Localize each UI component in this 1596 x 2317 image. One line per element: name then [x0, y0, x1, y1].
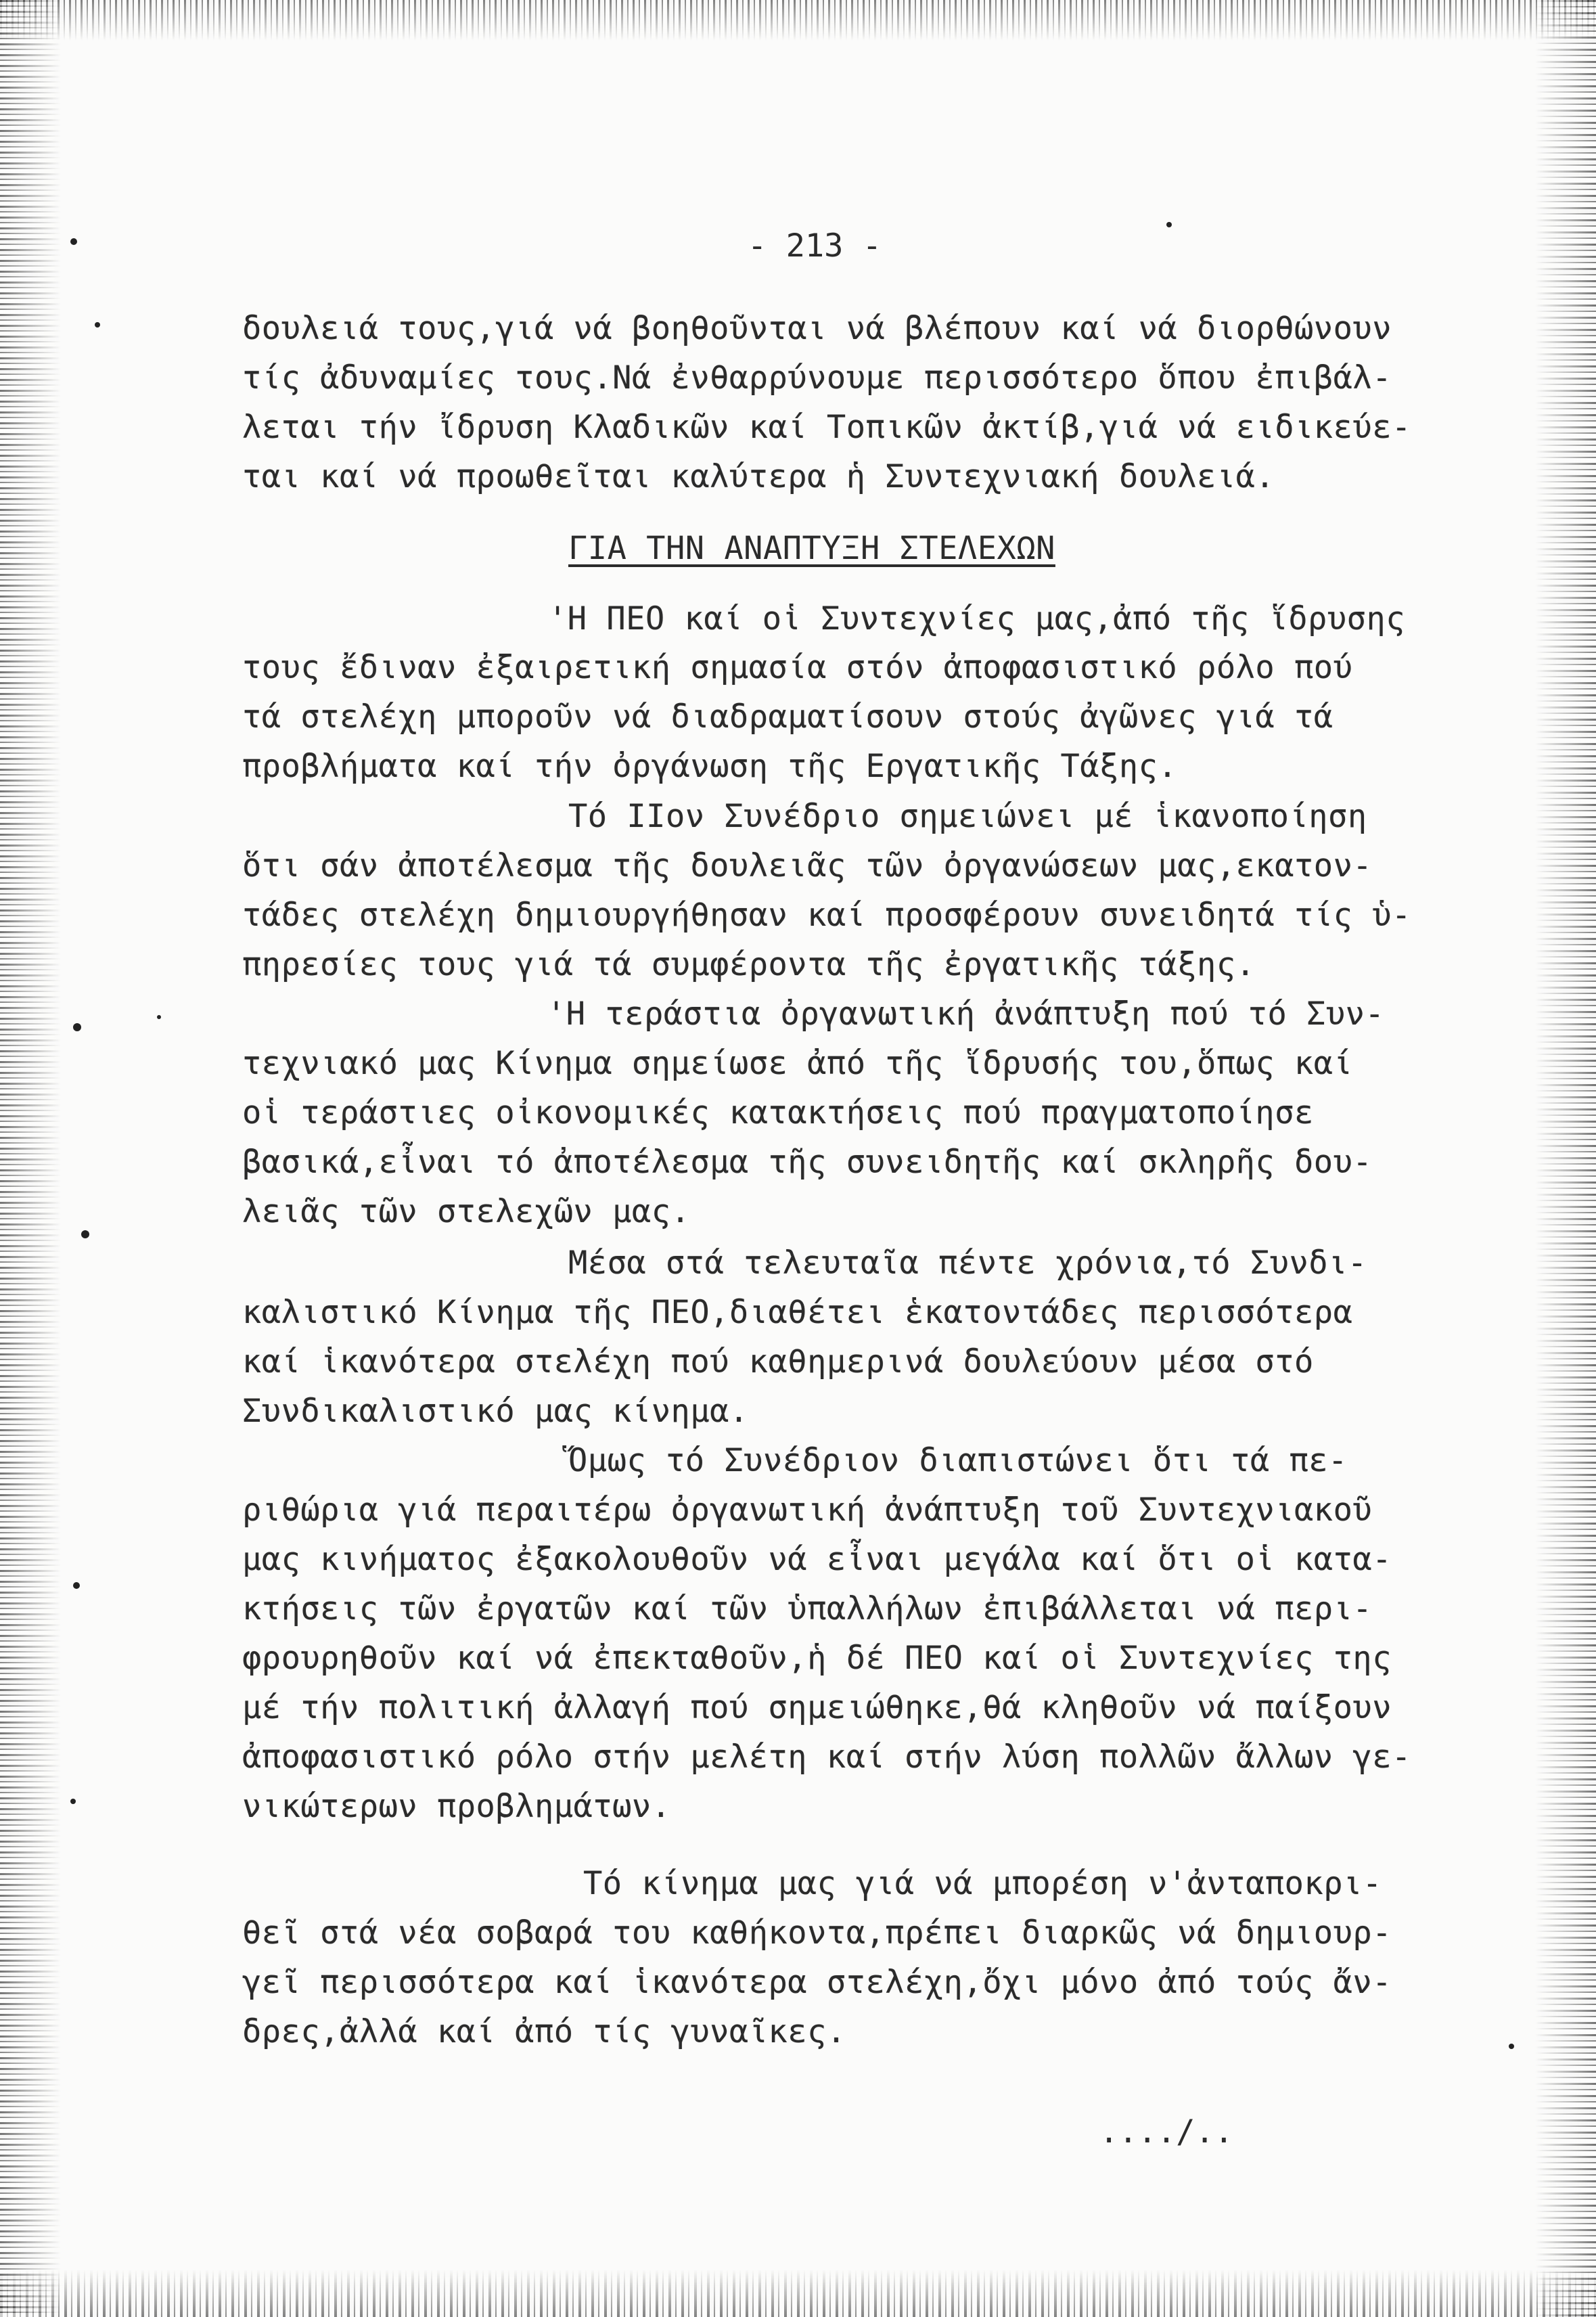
text-line: λειᾶς τῶν στελεχῶν μας.	[242, 1193, 691, 1230]
page-number: - 213 -	[748, 227, 882, 265]
text-line: τεχνιακό μας Κίνημα σημείωσε ἀπό τῆς ἵδρυσής του,ὅπως καί	[242, 1045, 1353, 1082]
scan-edge-left	[0, 0, 61, 2317]
scan-speck	[157, 1015, 161, 1019]
text-line: ὅτι σάν ἀποτέλεσμα τῆς δουλειᾶς τῶν ὀργανώσεων μας,εκατον-	[242, 847, 1373, 884]
text-line: βασικά,εἶναι τό ἀποτέλεσμα τῆς συνειδητῆς καί σκληρῆς δου-	[242, 1144, 1373, 1181]
text-line: τίς ἀδυναμίες τους.Νά ἐνθαρρύνουμε περισσότερο ὅπου ἐπιβάλ-	[242, 359, 1392, 397]
text-line: 'Η ΠΕΟ καί οἱ Συντεχνίες μας,ἀπό τῆς ἵδρυσης	[548, 600, 1406, 637]
text-line: τους ἔδιναν ἐξαιρετική σημασία στόν ἀποφασιστικό ρόλο πού	[242, 649, 1353, 686]
text-line: Συνδικαλιστικό μας κίνημα.	[242, 1393, 749, 1430]
section-heading: ΓΙΑ ΤΗΝ ΑΝΑΠΤΥΞΗ ΣΤΕΛΕΧΩΝ	[568, 530, 1055, 567]
continuation-mark: ..../..	[1099, 2113, 1234, 2151]
scan-speck	[70, 1799, 76, 1804]
scan-speck	[95, 322, 100, 328]
text-line: τά στελέχη μποροῦν νά διαδραματίσουν στούς ἀγῶνες γιά τά	[242, 698, 1333, 736]
scan-speck	[1509, 2044, 1514, 2049]
text-line: τάδες στελέχη δημιουργήθησαν καί προσφέρουν συνειδητά τίς ὑ-	[242, 897, 1411, 934]
text-line: μας κινήματος ἐξακολουθοῦν νά εἶναι μεγάλα καί ὅτι οἱ κατα-	[242, 1541, 1392, 1578]
text-line: Ὅμως τό Συνέδριον διαπιστώνει ὅτι τά πε-	[568, 1442, 1348, 1479]
text-line: νικώτερων προβλημάτων.	[242, 1788, 671, 1825]
text-line: Μέσα στά τελευταῖα πέντε χρόνια,τό Συνδι-	[568, 1244, 1367, 1282]
scan-speck	[73, 1582, 80, 1589]
text-line: θεῖ στά νέα σοβαρά του καθήκοντα,πρέπει διαρκῶς νά δημιουρ-	[242, 1914, 1392, 1952]
text-line: οἱ τεράστιες οἰκονομικές κατακτήσεις πού πραγματοποίησε	[242, 1094, 1314, 1131]
text-line: Τό κίνημα μας γιά νά μπορέση ν'ἀνταποκρι-	[583, 1865, 1382, 1902]
text-line: καλιστικό Κίνημα τῆς ΠΕΟ,διαθέτει ἑκατοντάδες περισσότερα	[242, 1294, 1353, 1331]
text-line: φρουρηθοῦν καί νά ἐπεκταθοῦν,ἡ δέ ΠΕΟ καί οἱ Συντεχνίες της	[242, 1640, 1392, 1677]
text-line: κτήσεις τῶν ἐργατῶν καί τῶν ὑπαλλήλων ἐπιβάλλεται νά περι-	[242, 1590, 1373, 1627]
text-line: καί ἱκανότερα στελέχη πού καθημερινά δουλεύουν μέσα στό	[242, 1343, 1314, 1380]
scan-speck	[70, 238, 77, 245]
text-line: ριθώρια γιά περαιτέρω ὀργανωτική ἀνάπτυξη τοῦ Συντεχνιακοῦ	[242, 1491, 1373, 1529]
scan-edge-right	[1535, 0, 1596, 2317]
text-line: πηρεσίες τους γιά τά συμφέροντα τῆς ἐργατικῆς τάξης.	[242, 946, 1256, 983]
text-line: Τό ΙΙον Συνέδριο σημειώνει μέ ἱκανοποίηση	[568, 798, 1367, 835]
scan-speck	[81, 1230, 89, 1238]
scan-speck	[73, 1023, 81, 1031]
text-line: προβλήματα καί τήν ὀργάνωση τῆς Εργατικῆς Τάξης.	[242, 748, 1178, 785]
text-line: ἀποφασιστικό ρόλο στήν μελέτη καί στήν λύση πολλῶν ἄλλων γε-	[242, 1738, 1411, 1776]
scan-edge-top	[0, 0, 1596, 41]
text-line: 'Η τεράστια ὀργανωτική ἀνάπτυξη πού τό Συν-	[547, 995, 1385, 1033]
text-line: ται καί νά προωθεῖται καλύτερα ἡ Συντεχνιακή δουλειά.	[242, 458, 1275, 495]
text-line: γεῖ περισσότερα καί ἱκανότερα στελέχη,ὄχι μόνο ἀπό τούς ἄν-	[242, 1964, 1392, 2001]
text-line: δουλειά τους,γιά νά βοηθοῦνται νά βλέπουν καί νά διορθώνουν	[242, 310, 1392, 347]
text-line: λεται τήν ἴδρυση Κλαδικῶν καί Τοπικῶν ἀκτίβ,γιά νά ειδικεύε-	[242, 409, 1411, 446]
scan-edge-bottom	[0, 2270, 1596, 2317]
scan-speck	[1166, 222, 1172, 227]
text-line: δρες,ἀλλά καί ἀπό τίς γυναῖκες.	[242, 2013, 846, 2050]
text-line: μέ τήν πολιτική ἀλλαγή πού σημειώθηκε,θά κληθοῦν νά παίξουν	[242, 1689, 1392, 1726]
